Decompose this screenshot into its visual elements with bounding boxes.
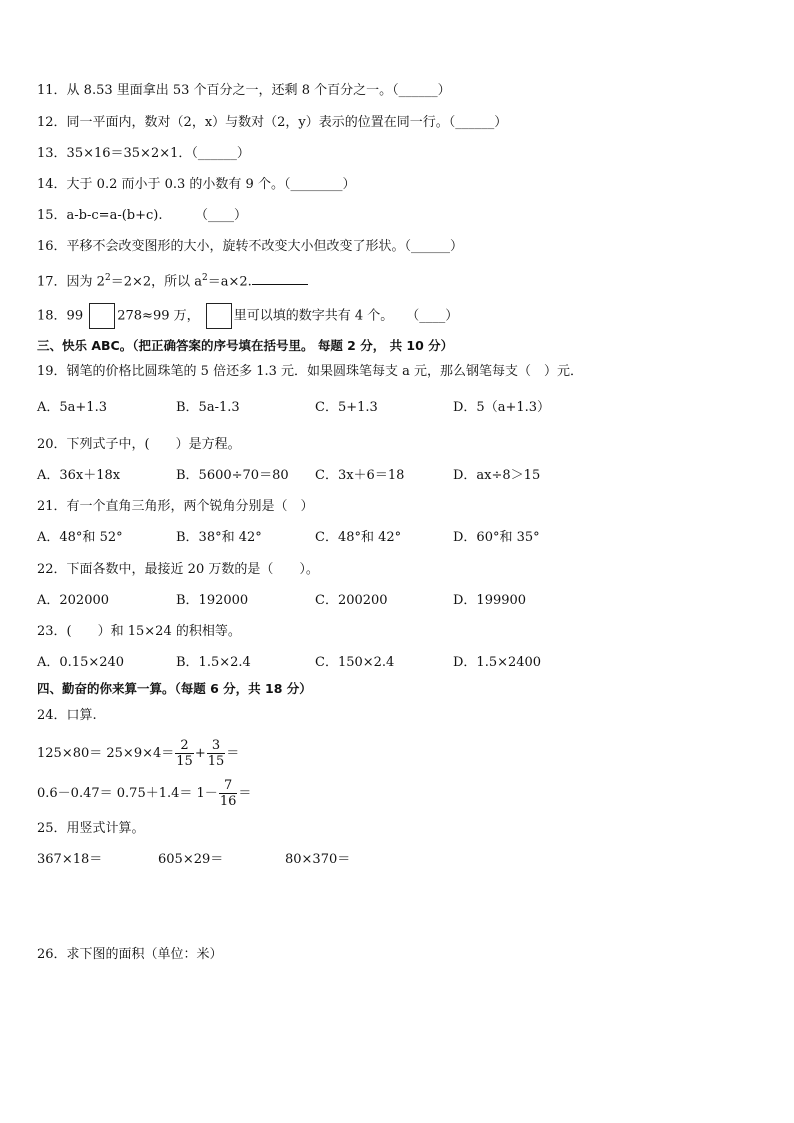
q17-part-c: ＝a×2. bbox=[207, 274, 252, 290]
equals-sign: ＝ bbox=[226, 746, 240, 761]
q17-exponent-1: 2 bbox=[104, 273, 111, 283]
q19-option-a[interactable]: A．5a+1.3 bbox=[37, 400, 107, 415]
q24-row-2 bbox=[37, 778, 251, 810]
q19-option-c[interactable]: C．5+1.3 bbox=[315, 400, 378, 415]
q18-part-b: 278≈99 万， bbox=[117, 308, 200, 324]
q19-option-d[interactable]: D．5（a+1.3） bbox=[453, 400, 551, 415]
q21-option-a[interactable]: A．48°和 52° bbox=[37, 530, 123, 545]
question-14: 14．大于 0.2 而小于 0.3 的小数有 9 个。（________） bbox=[37, 177, 356, 192]
fraction-numerator: 3 bbox=[207, 738, 226, 754]
q20-option-c[interactable]: C．3x＋6＝18 bbox=[315, 468, 405, 483]
q25-item-2: 605×29＝ bbox=[158, 852, 224, 867]
equals-sign: ＝ bbox=[238, 786, 252, 801]
q18-digit-box-1[interactable] bbox=[89, 303, 115, 329]
fraction-denominator: 15 bbox=[207, 754, 225, 769]
q22-option-c[interactable]: C．200200 bbox=[315, 593, 388, 608]
q18-digit-box-2[interactable] bbox=[206, 303, 232, 329]
q24-item-1: 125×80＝ bbox=[37, 746, 103, 761]
q20-option-a[interactable]: A．36x＋18x bbox=[37, 468, 121, 483]
fraction-numerator: 2 bbox=[175, 738, 194, 754]
q21-option-b[interactable]: B．38°和 42° bbox=[176, 530, 262, 545]
q21-option-c[interactable]: C．48°和 42° bbox=[315, 530, 402, 545]
question-23: 23．( ）和 15×24 的积相等。 bbox=[37, 624, 241, 639]
q23-option-b[interactable]: B．1.5×2.4 bbox=[176, 655, 251, 670]
section-4-heading: 四、勤奋的你来算一算。（每题 6 分，共 18 分） bbox=[37, 681, 312, 696]
q19-option-b[interactable]: B．5a-1.3 bbox=[176, 400, 240, 415]
question-26: 26．求下图的面积（单位：米） bbox=[37, 947, 223, 962]
q23-option-d[interactable]: D．1.5×2400 bbox=[453, 655, 542, 670]
question-20: 20．下列式子中，( ）是方程。 bbox=[37, 437, 241, 452]
q18-part-c: 里可以填的数字共有 4 个。 （____） bbox=[233, 308, 459, 324]
q17-answer-blank[interactable] bbox=[252, 272, 308, 285]
fraction-denominator: 15 bbox=[176, 754, 193, 769]
question-15: 15．a-b-c=a-(b+c). （____） bbox=[37, 208, 247, 223]
q24-item-5: 0.75＋1.4＝ bbox=[116, 786, 193, 801]
fraction-3-15 bbox=[207, 738, 226, 769]
q23-option-a[interactable]: A．0.15×240 bbox=[37, 655, 125, 670]
q24-item-4: 0.6－0.47＝ bbox=[37, 786, 113, 801]
question-16: 16．平移不会改变图形的大小，旋转不改变大小但改变了形状。（______） bbox=[37, 239, 464, 254]
q17-exponent-2: 2 bbox=[202, 273, 208, 283]
q20-option-b[interactable]: B．5600÷70＝80 bbox=[176, 468, 289, 483]
question-24: 24．口算. bbox=[37, 708, 97, 723]
q22-option-d[interactable]: D．199900 bbox=[453, 593, 527, 608]
q18-part-a: 18．99 bbox=[37, 308, 84, 324]
fraction-denominator: 16 bbox=[219, 794, 237, 809]
q22-option-b[interactable]: B．192000 bbox=[176, 593, 249, 608]
plus-sign: + bbox=[194, 746, 206, 761]
question-25: 25．用竖式计算。 bbox=[37, 821, 145, 836]
question-13: 13．35×16＝35×2×1．（______） bbox=[37, 146, 250, 161]
q24-item-6: 1－ bbox=[196, 786, 218, 801]
question-19: 19．钢笔的价格比圆珠笔的 5 倍还多 1.3 元．如果圆珠笔每支 a 元，那么钢笔每支（ ）元． bbox=[37, 364, 584, 379]
fraction-2-15 bbox=[175, 738, 194, 769]
fraction-numerator: 7 bbox=[219, 778, 238, 794]
section-3-heading: 三、快乐 ABC。（把正确答案的序号填在括号里。 每题 2 分， 共 10 分） bbox=[37, 338, 454, 353]
question-11: 11．从 8.53 里面拿出 53 个百分之一，还剩 8 个百分之一。（______） bbox=[37, 83, 451, 98]
question-21: 21．有一个直角三角形，两个锐角分别是（ ） bbox=[37, 499, 314, 514]
q24-row-1 bbox=[37, 738, 239, 770]
q23-option-c[interactable]: C．150×2.4 bbox=[315, 655, 395, 670]
question-18 bbox=[37, 303, 458, 329]
q17-part-b: ＝2×2，所以 a bbox=[110, 274, 203, 290]
q25-item-1: 367×18＝ bbox=[37, 852, 103, 867]
q17-part-a: 17．因为 2 bbox=[37, 274, 105, 290]
q25-item-3: 80×370＝ bbox=[285, 852, 351, 867]
q24-item-2: 25×9×4＝ bbox=[106, 746, 175, 761]
question-12: 12．同一平面内，数对（2，x）与数对（2，y）表示的位置在同一行。（______） bbox=[37, 115, 508, 130]
q20-option-d[interactable]: D．ax÷8＞15 bbox=[453, 468, 541, 483]
question-22: 22．下面各数中，最接近 20 万数的是（ ）。 bbox=[37, 562, 319, 577]
question-17 bbox=[37, 268, 308, 292]
q22-option-a[interactable]: A．202000 bbox=[37, 593, 110, 608]
fraction-7-16 bbox=[219, 778, 238, 809]
q21-option-d[interactable]: D．60°和 35° bbox=[453, 530, 540, 545]
